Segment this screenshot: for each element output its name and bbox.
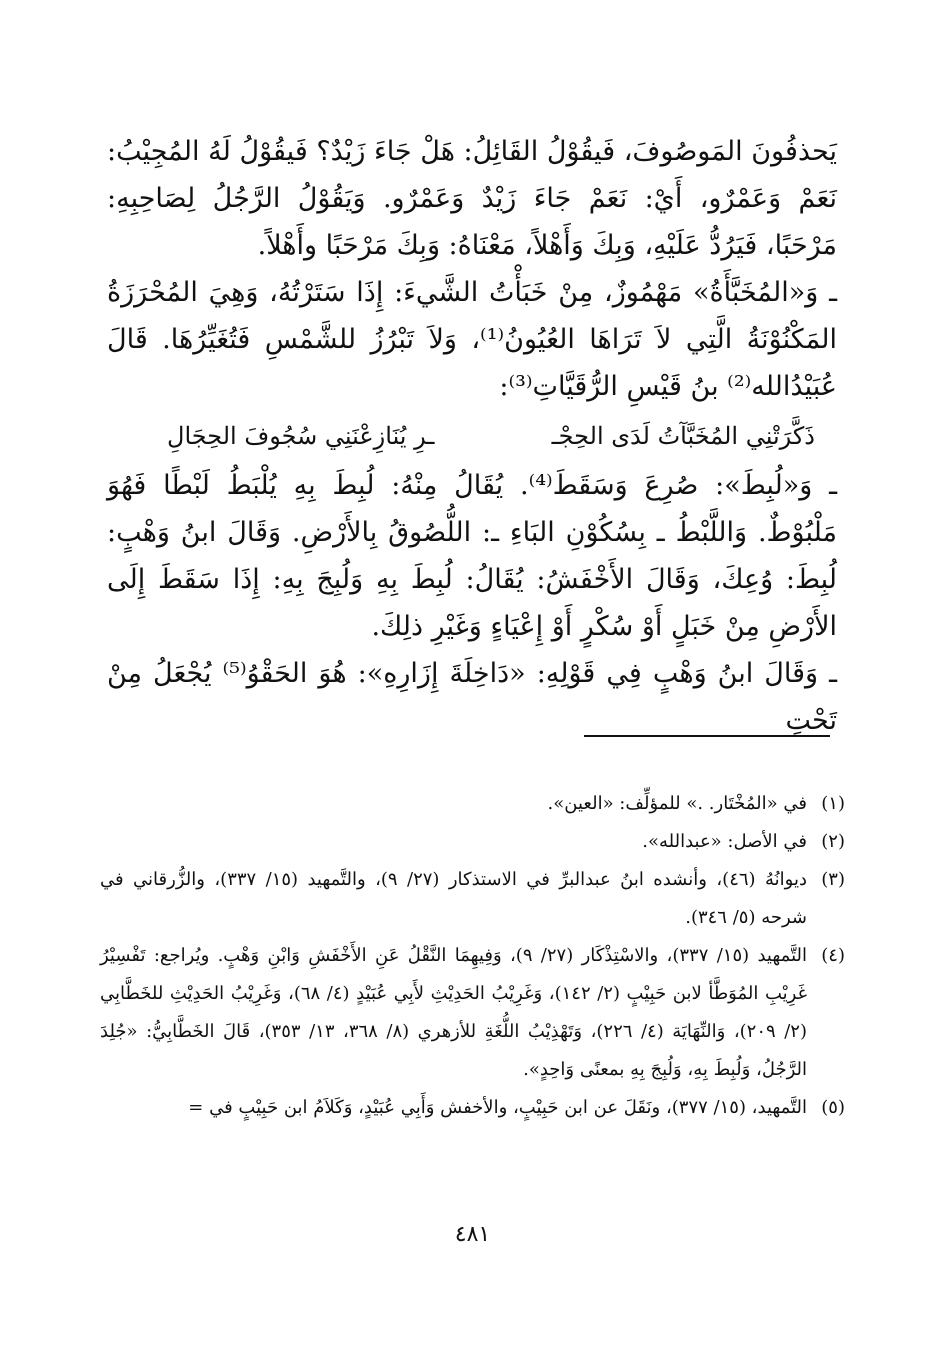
paragraph-2: ـ وَ«المُخَبَّأَةُ» مَهْمُوزٌ، مِنْ خَبَأْتُ الشَّيءَ: إِذَا سَتَرْتُهُ، وَهِيَ المُحْرَزَةُ المَكْنُوْنَةُ الَّتِي لاَ تَرَاهَا العُيُونُ⁽¹⁾، وَلاَ تَبْرُزُ للشَّمْسِ فَتُغَيِّرُهَا. قَالَ عُبَيْدُالله⁽²⁾ بنُ قَيْسِ الرُّقَيَّاتِ⁽³⁾:: [107, 277, 837, 402]
poem-verse: [107, 410, 837, 462]
footnotes: [100, 785, 845, 1127]
footnote-number: (١): [821, 793, 845, 814]
page-number: ٤٨١: [454, 1222, 491, 1247]
footnote-text: في «المُخْتَار. .» للمؤلِّف: «العين».: [547, 793, 807, 814]
poem-separator: [473, 410, 513, 462]
poem-second-hemistich: ـرِ يُنَازِعْنَنِي سُجُوفَ الحِجَالِ: [167, 422, 435, 450]
poem-first-hemistich: ذَكَّرَتْنِي المُخَبَّآتُ لَدَى الحِجْـ: [551, 422, 815, 450]
footnote-divider: [584, 735, 830, 737]
footnote-number: (٤): [821, 945, 845, 966]
footnote-text: في الأصل: «عبدالله».: [642, 831, 807, 852]
paragraph-4: ـ وَقَالَ ابنُ وَهْبٍ فِي قَوْلِهِ: «دَاخِلَةَ إِزَارِهِ»: هُوَ الحَقْوُ⁽⁵⁾ يُجْعَلُ مِنْ تَحْتِ: [107, 658, 837, 736]
footnote-number: (٥): [821, 1097, 845, 1118]
main-text: [107, 128, 837, 744]
footnote: [100, 937, 845, 1089]
footnote: [100, 823, 845, 861]
footnote: [100, 1089, 845, 1127]
footnote-text: التَّمهيد، (١٥/ ٣٧٧)، ونَقَلَ عن ابن حَبِيْبٍ، والأخفش وَأَبِي عُبَيْدٍ، وَكَلاَمُ ابن حَبِيْبٍ في =: [188, 1097, 807, 1118]
paragraph-1: يَحذفُونَ المَوصُوفَ، فَيقُوْلُ القَائِلُ: هَلْ جَاءَ زَيْدٌ؟ فَيقُوْلُ لَهُ المُجِيْبُ: نَعَمْ وَعَمْرٌو، أَيْ: نَعَمْ جَاءَ زَيْدٌ وَعَمْرٌو. وَيَقُوْلُ الرَّجُلُ لِصَاحِبِهِ: مَرْحَبًا، فَيَرُدُّ عَلَيْهِ، وَبِكَ وَأَهْلاً، مَعْنَاهُ: وَبِكَ مَرْحَبًا وأَهْلاً.: [107, 136, 837, 261]
footnote: [100, 785, 845, 823]
footnote-number: (٢): [821, 831, 845, 852]
footnote-text: التَّمهيد (١٥/ ٣٣٧)، والاسْتِذْكَار (٢٧/ ٩)، وَفِيهِمَا النَّقْلُ عَنِ الأَخْفَشِ وَابْنِ وَهْبٍ. ويُراجع: تَفْسِيْرُ غَرِيْبِ المُوَطَّأ لابن حَبِيْبٍ (٢/ ١٤٢)، وَغَرِيْبُ الحَدِيْثِ لأَبِي عُبَيْدٍ (٤/ ٦٨)، وَغَرِيْبُ الحَدِيْثِ للخَطَّابِي (٢/ ٢٠٩)، وَالنِّهَايَة (٤/ ٢٢٦)، وَتَهْذِيْبُ اللُّغَةِ للأزهري (٨/ ٣٦٨، ١٣/ ٣٥٣)، قَالَ الخَطَّابِيُّ: «جُلِدَ الرَّجُلُ، وَلُبِطَ بِهِ، وَلُبِجَ بِهِ بمعنًى وَاحِدٍ».: [100, 945, 807, 1080]
footnote: [100, 861, 845, 937]
footnote-text: ديوانُهُ (٤٦)، وأنشده ابنُ عبدالبرِّ في الاستذكار (٢٧/ ٩)، والتَّمهيد (١٥/ ٣٣٧)، والزُّرقاني في شرحه (٥/ ٣٤٦).: [100, 869, 807, 928]
footnote-number: (٣): [821, 869, 845, 890]
paragraph-3: ـ وَ«لُبِطَ»: صُرِعَ وَسَقَطَ⁽⁴⁾. يُقَالُ مِنْهُ: لُبِطَ بِهِ يُلْبَطُ لَبْطًا فَهُوَ مَلْبُوْطٌ. وَاللَّبْطُ ـ بِسُكُوْنِ البَاءِ ـ: اللُّصُوقُ بِالأَرْضِ. وَقَالَ ابنُ وَهْبٍ: لُبِطَ: وُعِكَ، وَقَالَ الأَخْفَشُ: يُقَالُ: لُبِطَ بِهِ وَلُبِجَ بِهِ: إِذَا سَقَطَ إِلَى الأَرْضِ مِنْ خَبَلٍ أَوْ سُكْرٍ أَوْ إِعْيَاءٍ وَغَيْرِ ذلِكَ.: [107, 470, 837, 642]
